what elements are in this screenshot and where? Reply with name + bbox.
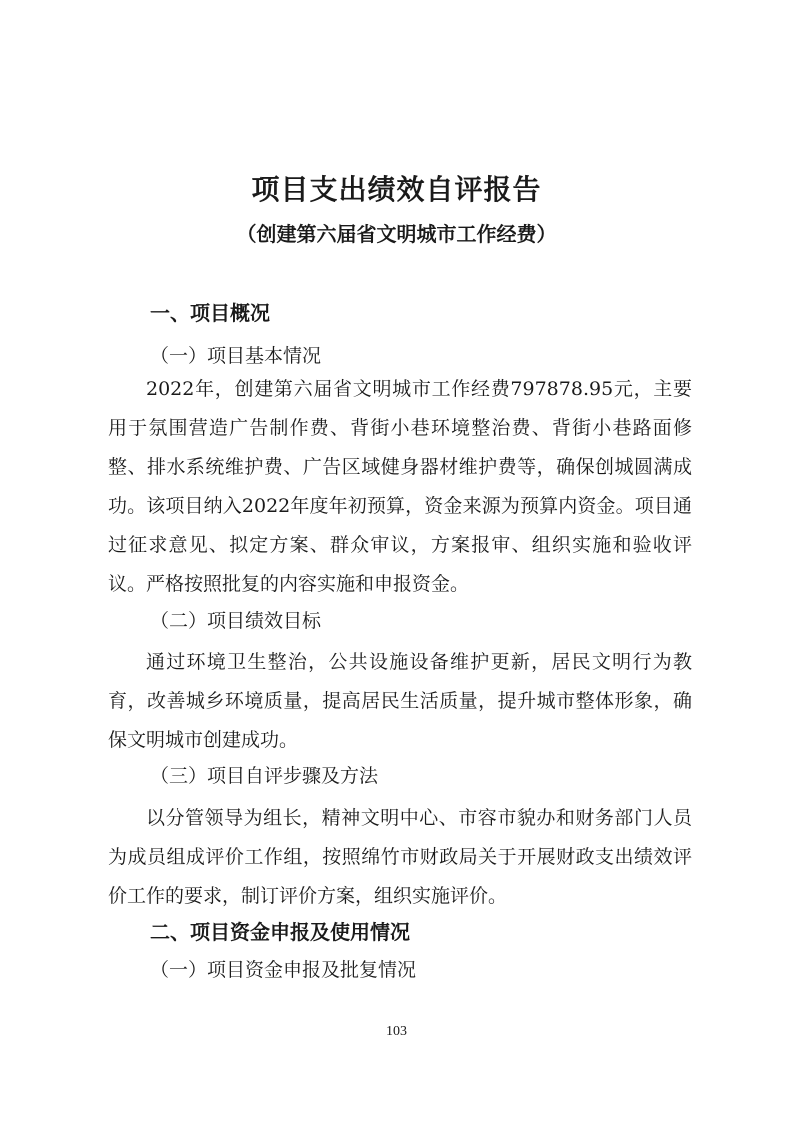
report-title: 项目支出绩效自评报告 xyxy=(251,173,542,206)
page-number: 103 xyxy=(386,1024,407,1039)
report-subtitle: （创建第六届省文明城市工作经费） xyxy=(236,222,557,246)
section-1-2-paragraph: 通过环境卫生整治，公共设施设备维护更新，居民文明行为教育，改善城乡环境质量，提高居民生活质量，提升城市整体形象，确保文明城市创建成功。 xyxy=(108,651,692,751)
section-1-1-paragraph: 2022年，创建第六届省文明城市工作经费797878.95元，主要用于氛围营造广告制作费、背街小巷环境整治费、背街小巷路面修整、排水系统维护费、广告区域健身器材维护费等，确保创城圆满成功。该项目纳入2022年度年初预算，资金来源为预算内资金。项目通过征求意见、拟定方案、群众审议，方案报审、组织实施和验收评议。严格按照批复的内容实施和申报资金。 xyxy=(108,378,692,595)
section-1-1-heading: （一）项目基本情况 xyxy=(150,345,322,367)
section-1-3-paragraph: 以分管领导为组长，精神文明中心、市容市貌办和财务部门人员为成员组成评价工作组，按照绵竹市财政局关于开展财政支出绩效评价工作的要求，制订评价方案，组织实施评价。 xyxy=(108,807,692,907)
section-2-heading: 二、项目资金申报及使用情况 xyxy=(150,920,410,944)
section-1-3-heading: （三）项目自评步骤及方法 xyxy=(150,765,379,787)
section-1-2-heading: （二）项目绩效目标 xyxy=(150,610,322,632)
section-1-heading: 一、项目概况 xyxy=(150,301,270,325)
section-2-1-heading: （一）项目资金申报及批复情况 xyxy=(150,959,417,981)
